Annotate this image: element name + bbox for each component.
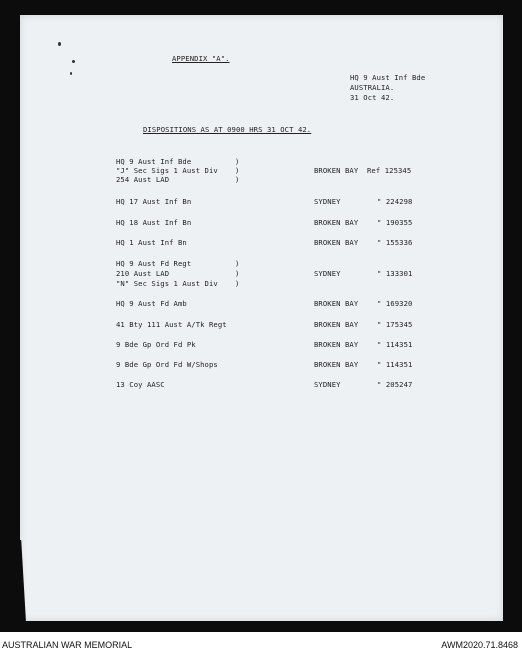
unit-entry: 9 Bde Gp Ord Fd W/Shops	[116, 360, 218, 369]
location-cell: BROKEN BAY	[314, 218, 359, 227]
unit-entry: HQ 18 Aust Inf Bn	[116, 218, 192, 227]
map-ref-cell: " 175345	[377, 320, 413, 329]
header-line-1: HQ 9 Aust Inf Bde	[350, 73, 426, 82]
paper-mark	[58, 42, 61, 46]
unit-entry: HQ 9 Aust Inf Bde	[116, 157, 192, 166]
location-cell: BROKEN BAY	[314, 238, 359, 247]
location-cell: BROKEN BAY	[314, 340, 359, 349]
map-ref-cell: " 114351	[377, 360, 413, 369]
unit-entry: 9 Bde Gp Ord Fd Pk	[116, 340, 196, 349]
unit-entry: "J" Sec Sigs 1 Aust Div	[116, 166, 218, 175]
header-line-2: AUSTRALIA.	[350, 83, 395, 92]
map-ref-cell: " 169320	[377, 299, 413, 308]
unit-entry: "N" Sec Sigs 1 Aust Div	[116, 279, 218, 288]
header-line-3: 31 Oct 42.	[350, 93, 395, 102]
document-title: APPENDIX "A".	[172, 54, 230, 63]
map-ref-cell: " 155336	[377, 238, 413, 247]
map-ref-cell: " 224298	[377, 197, 413, 206]
location-cell: BROKEN BAY	[314, 360, 359, 369]
location-cell: SYDNEY	[314, 380, 341, 389]
footer-credit: AUSTRALIAN WAR MEMORIAL	[2, 640, 133, 650]
bracket-mark: )	[235, 166, 240, 175]
location-cell: BROKEN BAY	[314, 299, 359, 308]
map-ref-cell: " 190355	[377, 218, 413, 227]
unit-entry: 254 Aust LAD	[116, 175, 170, 184]
location-cell: BROKEN BAY	[314, 166, 359, 175]
location-cell: BROKEN BAY	[314, 320, 359, 329]
bracket-mark: )	[235, 269, 240, 278]
map-ref-cell: " 205247	[377, 380, 413, 389]
bracket-mark: )	[235, 259, 240, 268]
map-ref-cell: " 114351	[377, 340, 413, 349]
bracket-mark: )	[235, 175, 240, 184]
footer-bar	[0, 632, 522, 653]
unit-entry: 210 Aust LAD	[116, 269, 170, 278]
location-cell: SYDNEY	[314, 269, 341, 278]
unit-entry: HQ 9 Aust Fd Regt	[116, 259, 192, 268]
bracket-mark: )	[235, 279, 240, 288]
location-cell: SYDNEY	[314, 197, 341, 206]
document-page	[20, 15, 503, 621]
footer-accession-number: AWM2020.71.8468	[441, 640, 518, 650]
bracket-mark: )	[235, 157, 240, 166]
paper-mark	[72, 60, 75, 63]
paper-mark	[70, 72, 72, 75]
map-ref-cell: " 133301	[377, 269, 413, 278]
unit-entry: 13 Coy AASC	[116, 380, 165, 389]
unit-entry: HQ 17 Aust Inf Bn	[116, 197, 192, 206]
unit-entry: HQ 9 Aust Fd Amb	[116, 299, 187, 308]
dispositions-heading: DISPOSITIONS AS AT 0900 HRS 31 OCT 42.	[143, 125, 312, 134]
unit-entry: HQ 1 Aust Inf Bn	[116, 238, 187, 247]
map-ref-cell: Ref 125345	[367, 166, 412, 175]
unit-entry: 41 Bty 111 Aust A/Tk Regt	[116, 320, 227, 329]
